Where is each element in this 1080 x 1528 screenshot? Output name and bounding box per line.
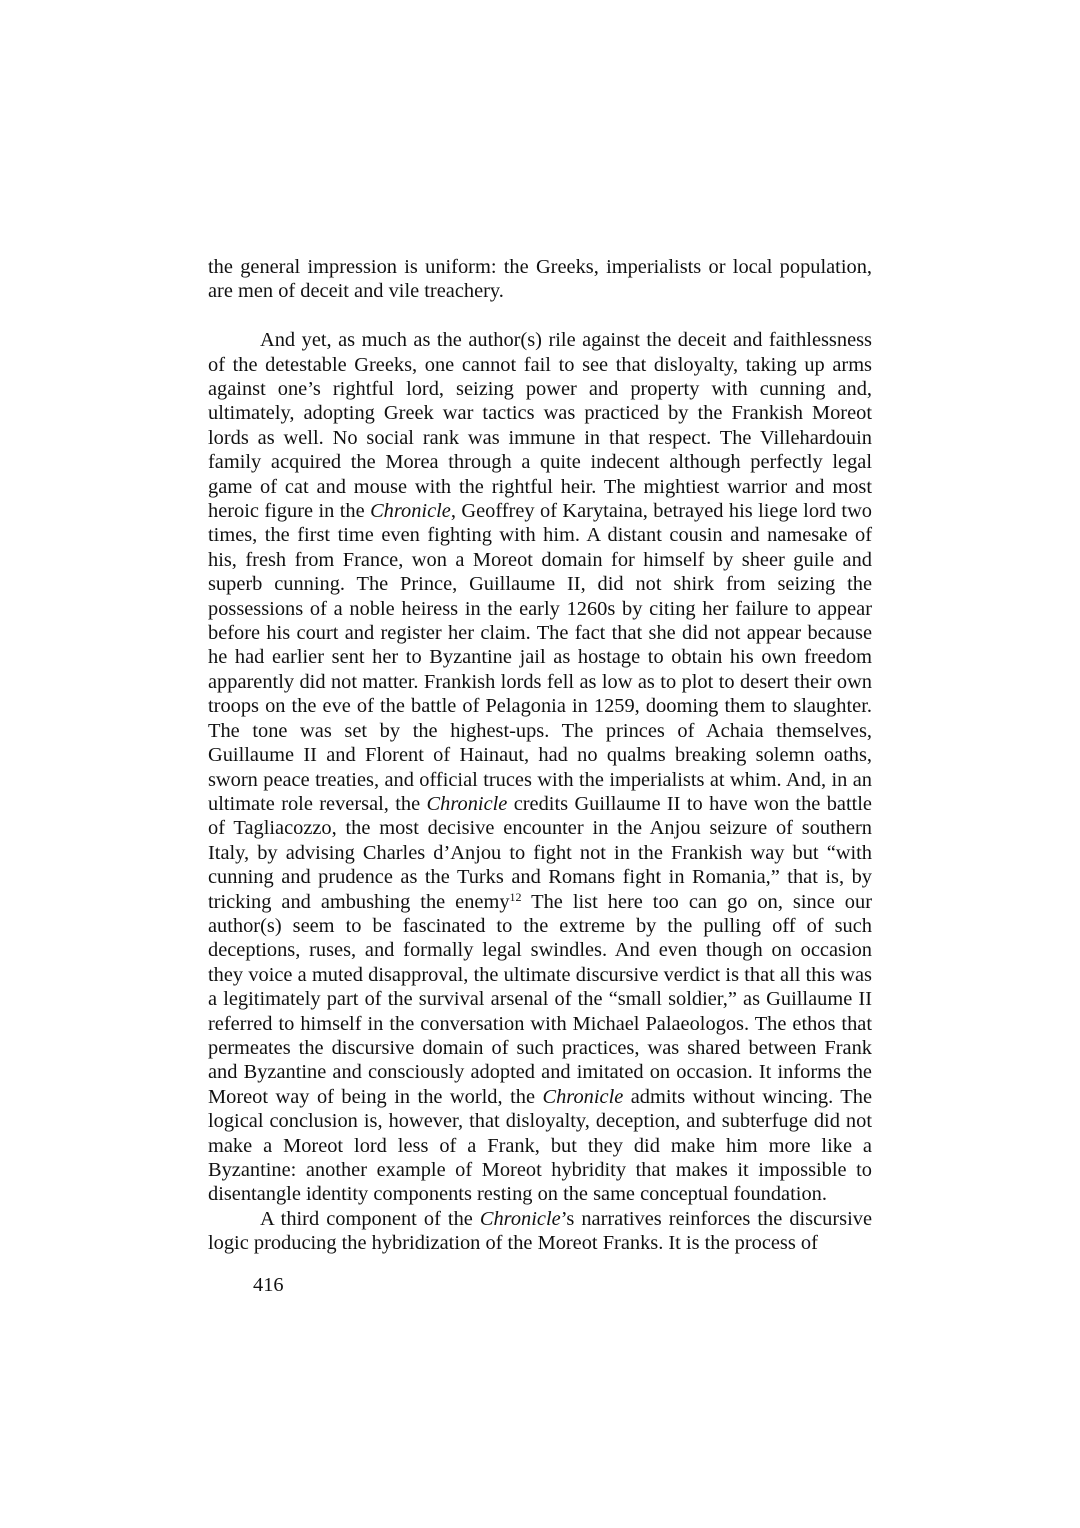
paragraph-third-component — [208, 1207, 872, 1256]
body-text — [208, 255, 872, 1256]
text-run: And yet, as much as the author(s) rile against the deceit and faithlessness of the detestable Greeks, one cannot fail to see that disloyalty, taking up arms against one’s rightful lord, seizing power and property with cunning and, ultimately, adopting Greek war tactics was practiced by the Frankish Moreot lords as well. No social rank was immune in that respect. The Villehardouin family acquired the Morea through a quite indecent although perfectly legal game of cat and mouse with the rightful heir. The mightiest warrior and most heroic figure in the — [208, 329, 872, 523]
text-run: admits without wincing. The logical conclusion is, however, that disloyalty, deception, and subterfuge did not make a Moreot lord less of a Frank, but they did make him more like a Byzantine: another example of Moreot hybridity that makes it impossible to disentangle identity components resting on the same conceptual foundation. — [208, 1085, 872, 1206]
text-run: ’s narratives reinforces the discursive logic producing the hybridization of the Moreot Franks. It is the process of — [208, 1207, 872, 1255]
title-chronicle: Chronicle — [426, 792, 508, 815]
footnote-reference[interactable]: 12 — [509, 889, 522, 904]
page-number: 416 — [253, 1274, 284, 1296]
title-chronicle: Chronicle — [479, 1207, 561, 1230]
text-run: A third component of the — [260, 1207, 480, 1230]
paragraph-disloyalty — [208, 328, 872, 1207]
text-run: credits Guillaume II to have won the battle of Tagliacozzo, the most decisive encounter in the Anjou seizure of southern Italy, by advising Charles d’Anjou to fight not in the Frankish way but “with cunning and prudence as the Turks and Romans fight in Romania,” that is, by tricking and ambushing the enemy — [208, 792, 872, 913]
text-run: The list here too can go on, since our author(s) seem to be fascinated to the extreme by the pulling off of such deceptions, ruses, and formally legal swindles. And even though on occasion they voice a muted disapproval, the ultimate discursive verdict is that all this was a legitimately part of the survival arsenal of the “small soldier,” as Guillaume II referred to himself in the conversation with Michael Palaeologos. The ethos that permeates the discursive domain of such practices, was shared between Frank and Byzantine and consciously adopted and imitated on occasion. It informs the Moreot way of being in the world, the — [208, 890, 872, 1108]
text-run: , Geoffrey of Karytaina, betrayed his liege lord two times, the first time even fighting with him. A distant cousin and namesake of his, fresh from France, won a Moreot domain for himself by sheer guile and superb cunning. The Prince, Guillaume II, did not shirk from seizing the possessions of a noble heiress in the early 1260s by citing her failure to appear before his court and register her claim. The fact that she did not appear because he had earlier sent her to Byzantine jail as hostage to obtain his own freedom apparently did not matter. Frankish lords fell as low as to plot to desert their own troops on the eve of the battle of Pelagonia in 1259, dooming them to slaughter. The tone was set by the highest-ups. The princes of Achaia themselves, Guillaume II and Florent of Hainaut, had no qualms breaking solemn oaths, sworn peace treaties, and official truces with the imperialists at whim. And, in an ultimate role reversal, the — [208, 500, 872, 815]
title-chronicle: Chronicle — [542, 1085, 624, 1108]
paragraph-gap — [208, 304, 872, 328]
title-chronicle: Chronicle — [370, 500, 451, 523]
paragraph-continued: the general impression is uniform: the Greeks, imperialists or local population, are men of deceit and vile treachery. — [208, 256, 872, 303]
